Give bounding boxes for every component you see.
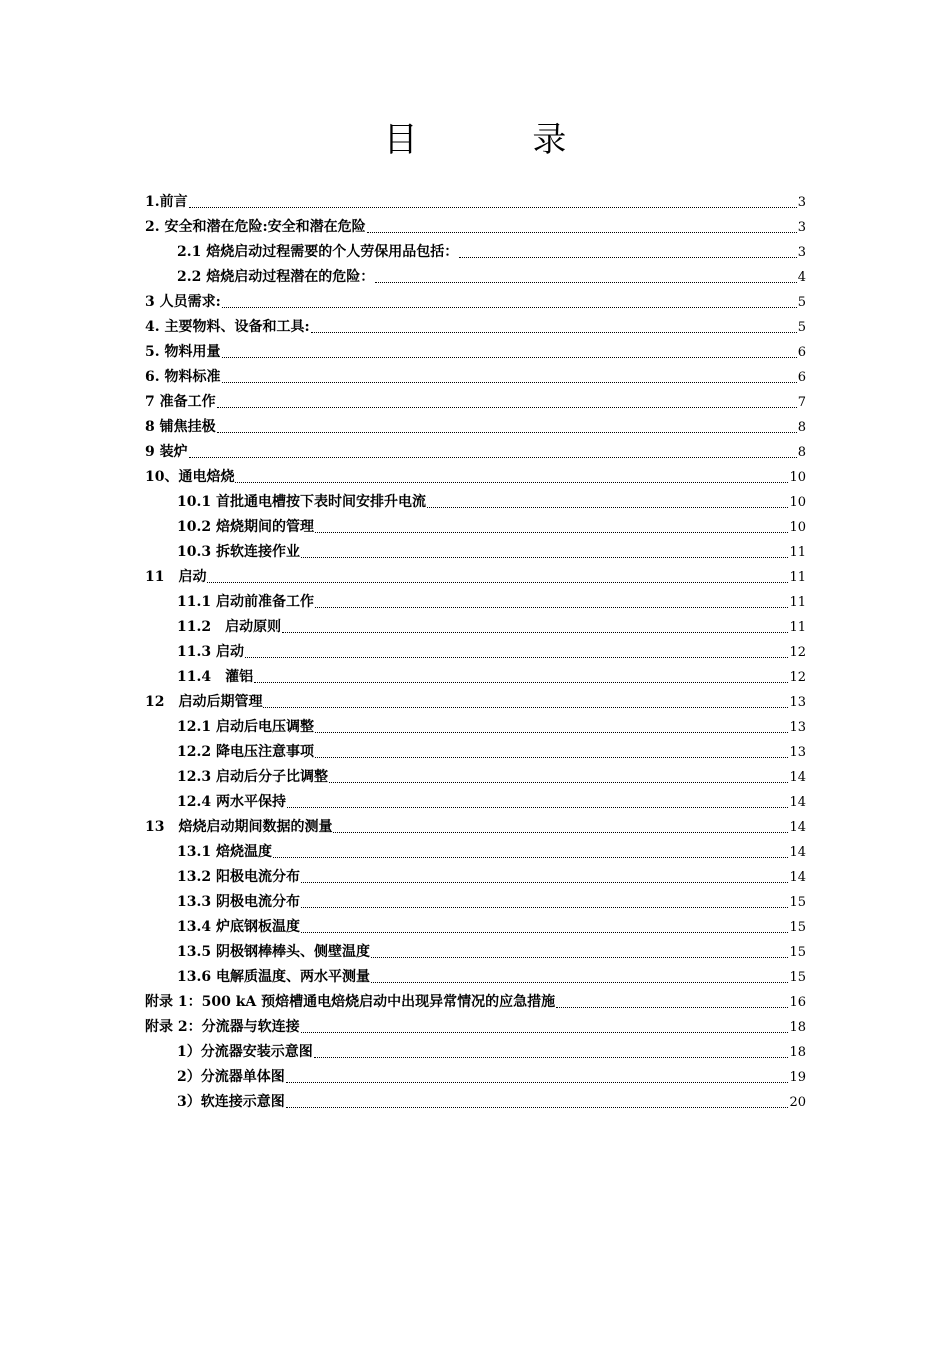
dot-leader — [315, 531, 788, 533]
dot-leader — [263, 706, 788, 708]
toc-entry-title: 10.2 焙烧期间的管理 — [177, 519, 314, 535]
toc-page-number: 11 — [789, 570, 806, 585]
dot-leader — [459, 256, 796, 258]
dot-leader — [217, 406, 797, 408]
toc-entry-title: 2.1 焙烧启动过程需要的个人劳保用品包括： — [177, 244, 459, 260]
toc-page-number: 14 — [789, 870, 806, 885]
dot-leader — [222, 356, 797, 358]
toc-page-number: 5 — [797, 320, 806, 335]
toc-entry-title: 9 装炉 — [145, 444, 188, 460]
dot-leader — [556, 1006, 788, 1008]
toc-page-number: 3 — [797, 245, 806, 260]
toc-page-number: 11 — [789, 620, 806, 635]
toc-entry-title: 8 铺焦挂极 — [145, 419, 216, 435]
toc-entry-title: 2）分流器单体图 — [177, 1069, 285, 1085]
page-title: 目 录 — [383, 120, 619, 160]
toc-entry-title: 附录 2：分流器与软连接 — [145, 1019, 300, 1035]
dot-leader — [301, 1031, 789, 1033]
toc-entry[interactable] — [145, 240, 806, 265]
dot-leader — [427, 506, 788, 508]
toc-entry[interactable] — [145, 865, 806, 890]
toc-entry-title: 13.2 阳极电流分布 — [177, 869, 300, 885]
toc-entry-title: 3 人员需求: — [145, 294, 221, 310]
dot-leader — [371, 981, 788, 983]
dot-leader — [189, 456, 797, 458]
dot-leader — [254, 681, 788, 683]
toc-page-number: 19 — [789, 1070, 806, 1085]
toc-entry[interactable] — [145, 315, 806, 340]
dot-leader — [371, 956, 788, 958]
toc-entry[interactable] — [145, 690, 806, 715]
toc-entry-title: 13.6 电解质温度、两水平测量 — [177, 969, 370, 985]
toc-page-number: 18 — [789, 1020, 806, 1035]
table-of-contents — [145, 190, 806, 1115]
toc-entry[interactable] — [145, 990, 806, 1015]
toc-page-number: 15 — [789, 945, 806, 960]
toc-entry-title: 1.前言 — [145, 194, 188, 210]
dot-leader — [301, 931, 788, 933]
toc-page-number: 15 — [789, 970, 806, 985]
toc-entry[interactable] — [145, 615, 806, 640]
toc-page-number: 18 — [789, 1045, 806, 1060]
toc-entry-title: 12.1 启动后电压调整 — [177, 719, 314, 735]
dot-leader — [333, 831, 788, 833]
toc-entry[interactable] — [145, 190, 806, 215]
toc-entry[interactable] — [145, 490, 806, 515]
toc-page-number: 14 — [789, 845, 806, 860]
toc-page-number: 15 — [789, 920, 806, 935]
toc-entry[interactable] — [145, 890, 806, 915]
dot-leader — [375, 281, 796, 283]
toc-page-number: 8 — [797, 420, 806, 435]
dot-leader — [367, 231, 797, 233]
dot-leader — [329, 781, 788, 783]
toc-entry[interactable] — [145, 265, 806, 290]
toc-entry[interactable] — [145, 790, 806, 815]
toc-page-number: 3 — [797, 220, 806, 235]
dot-leader — [315, 606, 788, 608]
toc-entry[interactable] — [145, 940, 806, 965]
toc-entry-title: 13.1 焙烧温度 — [177, 844, 272, 860]
toc-entry[interactable] — [145, 740, 806, 765]
dot-leader — [301, 906, 788, 908]
toc-page-number: 12 — [789, 645, 806, 660]
toc-entry[interactable] — [145, 765, 806, 790]
toc-page-number: 10 — [789, 495, 806, 510]
toc-page-number: 3 — [797, 195, 806, 210]
toc-entry-title: 10、通电焙烧 — [145, 469, 235, 485]
dot-leader — [207, 581, 788, 583]
toc-page-number: 10 — [789, 470, 806, 485]
toc-page-number: 4 — [797, 270, 806, 285]
toc-entry[interactable] — [145, 1090, 806, 1115]
toc-entry-title: 11 启动 — [145, 569, 207, 585]
toc-entry[interactable] — [145, 1015, 806, 1040]
toc-entry[interactable] — [145, 915, 806, 940]
dot-leader — [315, 731, 788, 733]
toc-entry[interactable] — [145, 965, 806, 990]
toc-page-number: 16 — [789, 995, 806, 1010]
toc-entry-title: 6. 物料标准 — [145, 369, 221, 385]
toc-entry[interactable] — [145, 340, 806, 365]
toc-page-number: 13 — [789, 745, 806, 760]
dot-leader — [222, 306, 797, 308]
toc-entry[interactable] — [145, 815, 806, 840]
toc-page-number: 6 — [797, 345, 806, 360]
toc-entry-title: 13.5 阴极钢棒棒头、侧壁温度 — [177, 944, 370, 960]
toc-page-number: 13 — [789, 720, 806, 735]
toc-entry-title: 4. 主要物料、设备和工具: — [145, 319, 310, 335]
toc-page-number: 8 — [797, 445, 806, 460]
dot-leader — [287, 806, 788, 808]
toc-page-number: 5 — [797, 295, 806, 310]
toc-entry[interactable] — [145, 515, 806, 540]
dot-leader — [282, 631, 788, 633]
toc-entry[interactable] — [145, 640, 806, 665]
toc-entry-title: 13.4 炉底钢板温度 — [177, 919, 300, 935]
dot-leader — [315, 756, 788, 758]
toc-entry-title: 1）分流器安装示意图 — [177, 1044, 313, 1060]
dot-leader — [301, 881, 788, 883]
toc-entry-title: 2.2 焙烧启动过程潜在的危险： — [177, 269, 375, 285]
toc-entry-title: 10.1 首批通电槽按下表时间安排升电流 — [177, 494, 426, 510]
toc-entry-title: 11.3 启动 — [177, 644, 244, 660]
toc-entry[interactable] — [145, 715, 806, 740]
dot-leader — [235, 481, 788, 483]
dot-leader — [273, 856, 788, 858]
toc-entry-title: 12.2 降电压注意事项 — [177, 744, 314, 760]
toc-page-number: 10 — [789, 520, 806, 535]
dot-leader — [311, 331, 797, 333]
dot-leader — [189, 206, 797, 208]
dot-leader — [222, 381, 797, 383]
toc-entry[interactable] — [145, 415, 806, 440]
toc-page-number: 6 — [797, 370, 806, 385]
toc-page-number: 11 — [789, 595, 806, 610]
toc-page-number: 14 — [789, 820, 806, 835]
toc-entry[interactable] — [145, 665, 806, 690]
toc-entry[interactable] — [145, 1040, 806, 1065]
toc-entry[interactable] — [145, 365, 806, 390]
toc-entry[interactable] — [145, 540, 806, 565]
toc-entry-title: 2. 安全和潜在危险:安全和潜在危险 — [145, 219, 366, 235]
toc-page-number: 15 — [789, 895, 806, 910]
toc-entry-title: 11.4 灌铝 — [177, 669, 254, 685]
toc-page-number: 11 — [789, 545, 806, 560]
toc-entry[interactable] — [145, 215, 806, 240]
toc-entry-title: 3）软连接示意图 — [177, 1094, 285, 1110]
toc-entry-title: 7 准备工作 — [145, 394, 216, 410]
toc-entry[interactable] — [145, 1065, 806, 1090]
toc-entry-title: 11.2 启动原则 — [177, 619, 282, 635]
toc-entry-title: 13 焙烧启动期间数据的测量 — [145, 819, 333, 835]
toc-entry-title: 13.3 阴极电流分布 — [177, 894, 300, 910]
toc-entry-title: 11.1 启动前准备工作 — [177, 594, 314, 610]
toc-entry-title: 12.3 启动后分子比调整 — [177, 769, 328, 785]
dot-leader — [314, 1056, 789, 1058]
toc-page-number: 14 — [789, 770, 806, 785]
toc-entry-title: 附录 1：500 kA 预焙槽通电焙烧启动中出现异常情况的应急措施 — [145, 994, 556, 1010]
toc-page-number: 12 — [789, 670, 806, 685]
dot-leader — [217, 431, 797, 433]
dot-leader — [245, 656, 788, 658]
toc-entry[interactable] — [145, 465, 806, 490]
toc-page-number: 14 — [789, 795, 806, 810]
dot-leader — [301, 556, 788, 558]
toc-entry-title: 12 启动后期管理 — [145, 694, 263, 710]
toc-entry-title: 5. 物料用量 — [145, 344, 221, 360]
dot-leader — [286, 1081, 789, 1083]
toc-entry[interactable] — [145, 565, 806, 590]
toc-page-number: 13 — [789, 695, 806, 710]
dot-leader — [286, 1106, 789, 1108]
toc-entry-title: 12.4 两水平保持 — [177, 794, 286, 810]
toc-entry-title: 10.3 拆软连接作业 — [177, 544, 300, 560]
toc-entry[interactable] — [145, 390, 806, 415]
toc-page-number: 7 — [797, 395, 806, 410]
toc-entry[interactable] — [145, 290, 806, 315]
toc-entry[interactable] — [145, 440, 806, 465]
toc-page-number: 20 — [789, 1095, 806, 1110]
toc-entry[interactable] — [145, 590, 806, 615]
toc-entry[interactable] — [145, 840, 806, 865]
